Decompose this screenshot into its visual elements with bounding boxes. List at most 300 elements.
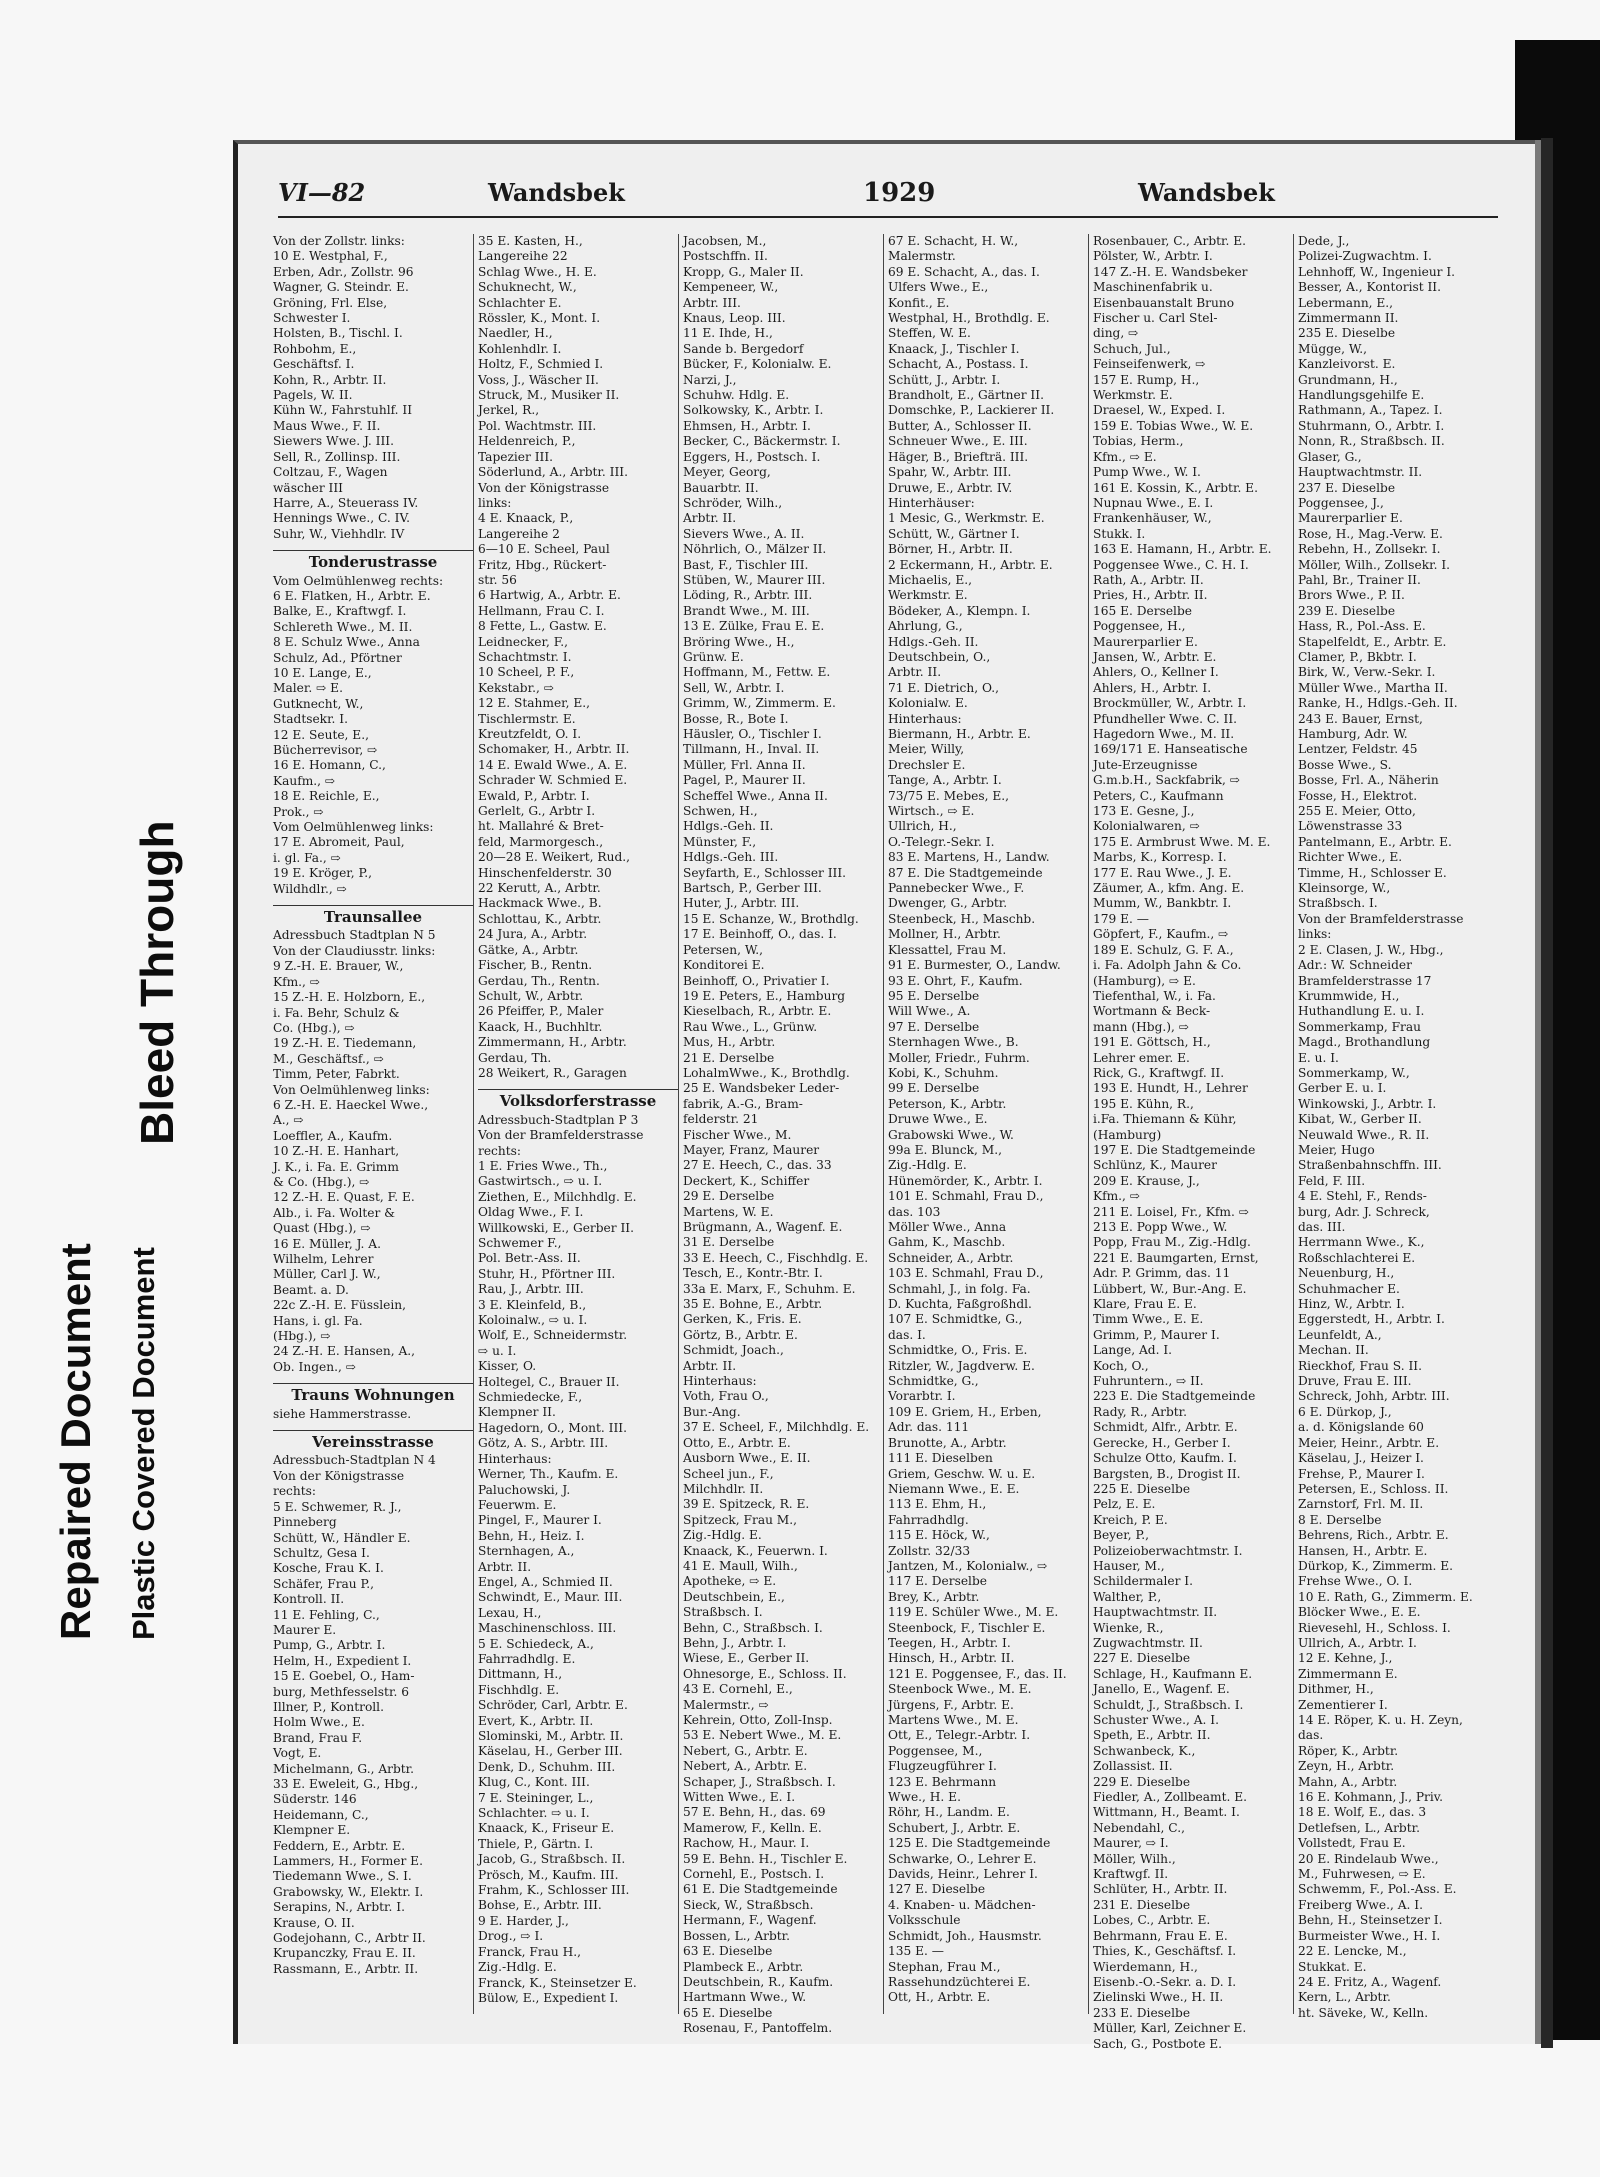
directory-entry: 99a E. Blunck, M., [888,1142,1003,1157]
directory-entry: 14 E. Ewald Wwe., A. E. [478,757,628,772]
directory-entry: Ahlers, O., Kellner I. [1093,665,1219,680]
directory-entry: burg, Adr. J. Schreck, [1298,1204,1430,1219]
directory-entry: Domschke, P., Lackierer II. [888,403,1055,418]
directory-entry: Bücker, F., Kolonialw. E. [683,357,832,372]
directory-entry: Coltzau, F., Wagen [273,465,388,480]
directory-entry: Denk, D., Schuhm. III. [478,1759,616,1774]
directory-entry: Röper, K., Arbtr. [1298,1743,1399,1758]
directory-entry: 125 E. Die Stadtgemeinde [888,1836,1051,1851]
directory-entry: Tillmann, H., Inval. II. [683,742,820,757]
directory-entry: Hinterhaus: [683,1374,757,1389]
directory-entry: Poggensee, H., [1093,619,1186,634]
directory-entry: Brors Wwe., P. II. [1298,588,1405,603]
column-4 [888,234,1089,2014]
directory-entry: Zollassist. II. [1093,1759,1173,1774]
directory-entry: 6 E. Dürkop, J., [1298,1404,1392,1419]
directory-entry: (Hamburg), ⇨ E. [1093,973,1196,988]
directory-entry: 123 E. Behrmann [888,1774,997,1789]
directory-entry: Plambeck E., Arbtr. [683,1959,804,1974]
directory-entry: Bödeker, A., Klempn. I. [888,603,1031,618]
directory-entry: Kobi, K., Schuhm. [888,1065,999,1080]
directory-entry: 243 E. Bauer, Ernst, [1298,711,1423,726]
directory-entry: Schäfer, Frau P., [273,1576,374,1591]
directory-entry: Serapins, N., Arbtr. I. [273,1900,405,1915]
directory-entry: Schwester I. [273,311,351,326]
directory-entry: Rau, J., Arbtr. III. [478,1282,584,1297]
directory-entry: Ott, H., Arbtr. E. [888,1990,991,2005]
directory-entry: Schlachter. ⇨ u. I. [478,1806,590,1821]
directory-entry: i. Fa. Adolph Jahn & Co. [1093,958,1242,973]
directory-entry: Leunfeldt, A., [1298,1327,1382,1342]
directory-entry: Schildermaler I. [1093,1574,1193,1589]
directory-entry: Martens Wwe., M. E. [888,1713,1019,1727]
directory-entry: Seyfarth, E., Schlosser III. [683,865,847,880]
directory-entry: LohalmWwe., K., Brothdlg. [683,1065,850,1080]
directory-entry: Steenbock, F., Tischler E. [888,1620,1046,1635]
directory-entry: Zementierer I. [1298,1697,1388,1712]
directory-entry: Ullrich, A., Arbtr. I. [1298,1635,1417,1650]
directory-entry: 25 E. Wandsbeker Leder- [683,1081,840,1096]
directory-entry: Bargsten, B., Drogist II. [1093,1466,1241,1481]
directory-entry: Scheel jun., F., [683,1466,774,1481]
directory-entry: Jantzen, M., Kolonialw., ⇨ [888,1558,1048,1573]
directory-entry: Biermann, H., Arbtr. E. [888,727,1031,741]
directory-entry: Eisenb.-O.-Sekr. a. D. I. [1093,1974,1237,1989]
directory-entry: Balke, E., Kraftwgf. I. [273,604,407,619]
directory-entry: Neuwald Wwe., R. II. [1298,1127,1430,1142]
directory-entry: 3 E. Kleinfeld, B., [478,1297,587,1312]
directory-entry: 10 E. Lange, E., [273,665,372,680]
directory-entry: 65 E. Dieselbe [683,2005,773,2020]
directory-entry: 213 E. Popp Wwe., W. [1093,1220,1228,1234]
directory-entry: Sande b. Bergedorf [683,341,804,356]
directory-entry: Sternhagen Wwe., B. [888,1035,1019,1050]
directory-entry: Klessattel, Frau M. [888,942,1007,957]
directory-entry: Maler. ⇨ E. [273,681,343,696]
directory-entry: Maurerparlier E. [1298,511,1403,526]
column-5 [1093,234,1294,2051]
directory-entry: Fritz, Hbg., Rückert- [478,557,607,572]
directory-entry: Frahm, K., Schlosser III. [478,1883,630,1898]
directory-entry: i. gl. Fa., ⇨ [273,850,341,865]
directory-entry: 22 Kerutt, A., Arbtr. [478,881,601,896]
directory-entry: 5 E. Schwemer, R. J., [273,1499,402,1514]
directory-entry: Nupnau Wwe., E. I. [1093,495,1214,510]
directory-entry: Zimmermann E. [1298,1666,1398,1681]
directory-entry: Rachow, H., Maur. I. [683,1836,810,1851]
directory-entry: Arbtr. II. [683,511,737,526]
directory-entry: 4 E. Knaack, P., [478,511,574,526]
directory-entry: 169/171 E. Hanseatische [1093,742,1248,757]
directory-entry: 233 E. Dieselbe [1093,2005,1191,2020]
directory-entry: 10 Scheel, P. F., [478,665,575,680]
directory-entry: Marbs, K., Korresp. I. [1093,850,1227,865]
directory-entry: Lexau, H., [478,1605,542,1620]
directory-entry: Vogt, E. [273,1746,322,1761]
directory-entry: Gahm, K., Maschb. [888,1235,1006,1250]
directory-entry: Kaufm., ⇨ [273,773,336,788]
directory-entry: Becker, C., Bäckermstr. I. [683,434,841,449]
directory-entry: Pelz, E. E. [1093,1497,1156,1512]
directory-entry: 18 E. Reichle, E., [273,789,380,804]
directory-entry: Schuknecht, W., [478,280,577,295]
directory-entry: Eisenbauanstalt Bruno [1093,295,1235,310]
directory-entry: Vollstedt, Frau E. [1298,1836,1406,1851]
directory-entry: A., ⇨ [273,1113,304,1128]
directory-entry: Pfundheller Wwe. C. II. [1093,711,1238,726]
directory-entry: Brandt Wwe., M. III. [683,603,810,618]
directory-entry: Hauptwachtmstr. II. [1298,465,1423,480]
directory-entry: Tange, A., Arbtr. I. [888,773,1002,788]
directory-entry: Zielinski Wwe., H. II. [1093,1990,1224,2005]
directory-entry: links: [1298,927,1332,942]
directory-entry: Schreck, Johh, Arbtr. III. [1298,1389,1450,1404]
directory-entry: Jansen, W., Arbtr. E. [1093,649,1217,664]
directory-entry: Pinneberg [273,1515,337,1530]
directory-entry: 1 E. Fries Wwe., Th., [478,1158,608,1173]
directory-entry: Birk, W., Verw.-Sekr. I. [1298,665,1436,680]
directory-entry: rechts: [273,1484,316,1499]
directory-entry: Schomaker, H., Arbtr. II. [478,742,630,757]
directory-entry: Fischer u. Carl Stel- [1093,311,1218,326]
column-2 [478,234,679,2014]
directory-entry: 115 E. Höck, W., [888,1528,990,1543]
directory-entry: Rebehn, H., Zollsekr. I. [1298,542,1441,557]
directory-entry: 67 E. Schacht, H. W., [888,234,1019,248]
directory-entry: a. d. Königslande 60 [1298,1420,1424,1435]
column-1 [273,234,474,2014]
directory-entry: Gerdau, Th. [478,1050,552,1065]
directory-entry: 87 E. Die Stadtgemeinde [888,865,1043,880]
directory-entry: Behn, H., Steinsetzer I. [1298,1913,1443,1928]
directory-entry: burg, Methfesselstr. 6 [273,1684,409,1699]
directory-entry: Deckert, K., Schiffer [683,1173,810,1188]
directory-entry: Postschffn. II. [683,249,768,264]
directory-entry: Stuhr, H., Pförtner III. [478,1266,616,1281]
directory-entry: Mayer, Franz, Maurer [683,1142,820,1157]
directory-entry: Glaser, G., [1298,449,1362,464]
directory-entry: Fosse, H., Elektrot. [1298,788,1418,803]
directory-entry: das. [1298,1728,1324,1743]
directory-entry: Von Oelmühlenweg links: [273,1082,430,1097]
directory-entry: 237 E. Dieselbe [1298,480,1396,495]
directory-entry: 195 E. Kühn, R., [1093,1096,1194,1111]
directory-entry: Kosche, Frau K. I. [273,1561,384,1576]
directory-entry: Thiele, P., Gärtn. I. [478,1836,594,1851]
directory-entry: Lange, Ad. I. [1093,1343,1173,1358]
directory-entry: 20—28 E. Weikert, Rud., [478,850,631,865]
directory-entry: Feddern, E., Arbtr. E. [273,1838,406,1853]
directory-entry: Sell, W., Arbtr. I. [683,680,785,695]
directory-entry: Moller, Friedr., Fuhrm. [888,1050,1030,1065]
directory-entry: Flugzeugführer I. [888,1759,997,1774]
directory-entry: Deutschbein, R., Kaufm. [683,1974,834,1989]
directory-entry: Lammers, H., Former E. [273,1854,423,1869]
directory-entry: Rathmann, A., Tapez. I. [1298,403,1443,418]
directory-entry: 223 E. Die Stadtgemeinde [1093,1389,1256,1404]
directory-entry: Wildhdlr., ⇨ [273,881,347,896]
directory-entry: Pannebecker Wwe., F. [888,881,1025,896]
directory-entry: Zarnstorf, Frl. M. II. [1298,1497,1424,1512]
directory-entry: Prösch, M., Kaufm. III. [478,1867,619,1882]
directory-entry: Langereihe 2 [478,526,560,541]
directory-entry: 11 E. Fehling, C., [273,1607,380,1622]
directory-entry: 127 E. Dieselbe [888,1882,986,1897]
directory-entry: Evert, K., Arbtr. II. [478,1713,594,1728]
directory-entry: Schuldt, J., Straßbsch. I. [1093,1697,1244,1712]
directory-entry: 159 E. Tobias Wwe., W. E. [1093,418,1254,433]
directory-entry: Schaper, J., Straßbsch. I. [683,1774,836,1789]
directory-entry: Schuster Wwe., A. I. [1093,1713,1219,1727]
directory-entry: & Co. (Hbg.), ⇨ [273,1174,370,1189]
directory-entry: Krause, O. II. [273,1915,355,1930]
directory-entry: Löding, R., Arbtr. III. [683,588,813,603]
directory-entry: Milchhdlr. II. [683,1481,764,1496]
directory-entry: Hdlgs.-Geh. II. [683,819,774,834]
directory-entry: Druve, Frau E. III. [1298,1374,1412,1389]
directory-entry: Käselau, J., Heizer I. [1298,1451,1424,1466]
directory-entry: 179 E. — [1093,911,1149,926]
directory-entry: Sievers Wwe., A. II. [683,526,805,541]
directory-entry: Lehnhoff, W., Ingenieur I. [1298,264,1456,279]
directory-entry: das. I. [888,1327,926,1342]
directory-entry: Leidnecker, F., [478,634,569,649]
directory-entry: Erben, Adr., Zollstr. 96 [273,264,414,279]
directory-entry: Petersen, W., [683,942,764,957]
directory-entry: Bosse Wwe., S. [1298,757,1392,772]
directory-entry: Rady, R., Arbtr. [1093,1404,1188,1419]
directory-entry: Hellmann, Frau C. I. [478,603,605,618]
directory-entry: Bast, F., Tischler III. [683,557,809,572]
directory-entry: Spitzeck, Frau M., [683,1512,798,1527]
directory-entry: Bramfelderstrasse 17 [1298,973,1432,988]
directory-entry: Brandholt, E., Gärtner II. [888,388,1044,403]
directory-entry: Rassehundzüchterei E. [888,1974,1031,1989]
directory-entry: Schmidtke, O., Fris. E. [888,1343,1028,1358]
directory-entry: Geschäftsf. I. [273,357,355,372]
directory-entry: Magd., Brothandlung [1298,1035,1431,1050]
directory-entry: 39 E. Spitzeck, R. E. [683,1497,810,1512]
directory-entry: Schröder, Wilh., [683,495,783,510]
directory-entry: Wiese, E., Gerber II. [683,1651,810,1666]
directory-entry: 71 E. Dietrich, O., [888,680,999,695]
directory-entry: 113 E. Ehm, H., [888,1497,987,1512]
directory-entry: Schulz, Ad., Pförtner [273,650,402,665]
directory-entry: Grimm, P., Maurer I. [1093,1327,1220,1342]
directory-entry: feld, Marmorgesch., [478,834,604,849]
directory-entry: Clamer, P., Bkbtr. I. [1298,649,1417,664]
directory-entry: Illner, P., Kontroll. [273,1699,384,1714]
directory-entry: Maschinenfabrik u. [1093,280,1213,295]
directory-entry: Klempner II. [478,1405,556,1420]
directory-entry: Kempeneer, W., [683,280,779,295]
directory-entry: Wittmann, H., Beamt. I. [1093,1805,1240,1820]
directory-entry: Spahr, W., Arbtr. III. [888,465,1012,480]
directory-entry: Harre, A., Steuerass IV. [273,495,419,510]
directory-entry: Fischhdlg. E. [478,1682,560,1697]
directory-entry: Schlünz, K., Maurer [1093,1158,1217,1173]
directory-entry: Kieselbach, R., Arbtr. E. [683,1004,832,1019]
directory-entry: Sach, G., Postbote E. [1093,2036,1223,2051]
directory-entry: Rassmann, E., Arbtr. II. [273,1961,419,1976]
directory-entry: Schmidt, Joh., Hausmstr. [888,1928,1042,1943]
directory-entry: 239 E. Dieselbe [1298,603,1396,618]
directory-entry: Blöcker Wwe., E. E. [1298,1605,1421,1620]
directory-entry: 35 E. Kasten, H., [478,234,583,248]
directory-entry: Krummwide, H., [1298,988,1400,1003]
directory-entry: 26 Pfeiffer, P., Maler [478,1004,604,1019]
directory-entry: Voss, J., Wäscher II. [478,372,599,387]
directory-entry: Adr. P. Grimm, das. 11 [1093,1266,1231,1281]
directory-entry: Dittmann, H., [478,1667,563,1682]
directory-entry: Herrmann Wwe., K., [1298,1235,1425,1250]
directory-entry: Kreich, P. E. [1093,1512,1168,1527]
directory-entry: Kfm., ⇨ E. [1093,449,1157,464]
directory-entry: Zimmermann, H., Arbtr. [478,1035,627,1050]
directory-entry: Sell, R., Zollinsp. III. [273,449,401,464]
directory-entry: Rohbohm, E., [273,341,357,356]
directory-entry: Jürgens, F., Arbtr. E. [888,1697,1014,1712]
directory-entry: Volksschule [888,1913,961,1928]
directory-entry: Ehmsen, H., Arbtr. I. [683,418,811,433]
directory-entry: Schmidt, Alfr., Arbtr. E. [1093,1420,1238,1435]
directory-entry: Meier, Willy, [888,742,965,757]
directory-entry: Zollstr. 32/33 [888,1543,971,1558]
directory-entry: Von der Claudiusstr. links: [273,943,436,958]
directory-entry: Thies, K., Geschäftsf. I. [1093,1944,1237,1959]
directory-entry: 9 Z.-H. E. Brauer, W., [273,959,404,974]
directory-entry: 53 E. Nebert Wwe., M. E. [683,1728,842,1743]
directory-entry: Wwe., H. E. [888,1790,961,1805]
directory-entry: Hansen, H., Arbtr. E. [1298,1543,1428,1558]
directory-entry: E. u. I. [1298,1050,1339,1065]
directory-entry: links: [478,495,512,510]
directory-entry: Schultz, Gesa I. [273,1545,370,1560]
directory-entry: Kraftwgf. II. [1093,1867,1169,1882]
directory-entry: Rössler, K., Mont. I. [478,311,601,326]
directory-entry: 12 E. Stahmer, E., [478,696,591,711]
directory-entry: Fischer, B., Rentn. [478,958,593,973]
city-title-left: Wandsbek [488,178,625,207]
directory-entry: Jacobsen, M., [683,234,767,248]
directory-entry: 59 E. Behn. H., Tischler E. [683,1851,848,1866]
directory-entry: Franck, Frau H., [478,1944,582,1959]
directory-entry: 27 E. Heech, C., das. 33 [683,1158,832,1173]
directory-entry: Fischer Wwe., M. [683,1127,792,1142]
directory-entry: 10 Z.-H. E. Hanhart, [273,1144,400,1159]
directory-entry: Helm, H., Expedient I. [273,1653,412,1668]
directory-entry: Gerecke, H., Gerber I. [1093,1435,1231,1450]
directory-entry: Sommerkamp, W., [1298,1065,1410,1080]
directory-entry: rechts: [478,1143,521,1158]
directory-entry: Ewald, P., Arbtr. I. [478,788,590,803]
directory-entry: Nöhrlich, O., Mälzer II. [683,542,827,557]
directory-entry: 33 E. Heech, C., Fischhdlg. E. [683,1250,869,1265]
directory-entry: 163 E. Hamann, H., Arbtr. E. [1093,542,1272,557]
directory-entry: Jacob, G., Straßbsch. II. [478,1852,626,1867]
header-rule [278,216,1498,218]
directory-entry: wäscher III [273,480,343,495]
directory-entry: Schubert, J., Arbtr. E. [888,1820,1021,1835]
directory-entry: Deutschbein, O., [888,649,991,664]
directory-entry: Hagedorn Wwe., M. II. [1093,727,1235,741]
directory-entry: 111 E. Dieselben [888,1451,993,1466]
directory-entry: Timm Wwe., E. E. [1093,1312,1204,1327]
directory-entry: Meier, Heinr., Arbtr. E. [1298,1435,1440,1450]
directory-entry: 63 E. Dieselbe [683,1944,773,1959]
street-heading: Volksdorferstrasse [478,1089,678,1109]
directory-entry: Rath, A., Arbtr. II. [1093,572,1204,587]
directory-entry: 101 E. Schmahl, Frau D., [888,1189,1044,1204]
directory-entry: 6 Z.-H. E. Haeckel Wwe., [273,1097,429,1112]
directory-entry: Maschinenschloss. III. [478,1621,617,1636]
directory-entry: Mügge, W., [1298,341,1368,356]
directory-entry: Straßenbahnschffn. III. [1298,1158,1442,1173]
directory-entry: Polizei-Zugwachtm. I. [1298,249,1432,264]
directory-entry: Apotheke, ⇨ E. [683,1574,777,1589]
directory-entry: Schütt, J., Arbtr. I. [888,372,1001,387]
directory-entry: Mus, H., Arbtr. [683,1035,776,1050]
directory-entry: Knaack, K., Friseur E. [478,1821,615,1836]
directory-entry: Hinz, W., Arbtr. I. [1298,1297,1405,1312]
directory-entry: Behn, H., Heiz. I. [478,1528,585,1543]
directory-entry: 35 E. Bohne, E., Arbtr. [683,1297,823,1312]
directory-entry: Bücherrevisor, ⇨ [273,743,378,757]
directory-entry: Stuhrmann, O., Arbtr. I. [1298,418,1445,433]
directory-entry: Franck, K., Steinsetzer E. [478,1975,637,1990]
directory-entry: 28 Weikert, R., Garagen [478,1065,627,1080]
directory-entry: Rose, H., Mag.-Verw. E. [1298,526,1443,541]
directory-entry: 97 E. Derselbe [888,1019,980,1034]
directory-entry: Rosenbauer, C., Arbtr. E. [1093,234,1247,248]
directory-entry: Zeyn, H., Arbtr. [1298,1759,1395,1774]
directory-entry: Hünemörder, K., Arbtr. I. [888,1173,1043,1188]
directory-entry: Druwe Wwe., E. [888,1112,988,1127]
directory-entry: Schwarke, O., Lehrer E. [888,1851,1037,1866]
directory-entry: Pantelmann, E., Arbtr. E. [1298,834,1452,849]
directory-entry: 2 E. Clasen, J. W., Hbg., [1298,942,1444,957]
directory-entry: Ohnesorge, E., Schloss. II. [683,1666,847,1681]
directory-entry: Davids, Heinr., Lehrer I. [888,1867,1038,1882]
directory-entry: Niemann Wwe., E. E. [888,1481,1020,1496]
directory-entry: Werkmstr. E. [888,588,968,603]
directory-entry: Richter Wwe., E. [1298,850,1403,865]
directory-entry: 6 Hartwig, A., Arbtr. E. [478,588,621,603]
directory-entry: Krupanczky, Frau E. II. [273,1946,416,1961]
directory-entry: Nonn, R., Straßbsch. II. [1298,434,1445,449]
directory-entry: Hdlgs.-Geh. III. [683,850,779,865]
directory-entry: Bosse, R., Bote I. [683,711,789,726]
directory-entry: O.-Telegr.-Sekr. I. [888,834,995,849]
directory-entry: Konditorei E. [683,958,765,973]
directory-entry: 24 Z.-H. E. Hansen, A., [273,1344,416,1359]
directory-entry: Pump Wwe., W. I. [1093,465,1201,480]
directory-entry: Rosenau, F., Pantoffelm. [683,2021,833,2036]
directory-entry: Schlage, H., Kaufmann E. [1093,1666,1253,1681]
directory-entry: Drechsler E. [888,757,966,772]
directory-entry: Schwemer F., [478,1236,562,1250]
directory-entry: Winkowski, J., Arbtr. I. [1298,1096,1437,1111]
directory-entry: Peters, C., Kaufmann [1093,788,1224,803]
directory-entry: Maus Wwe., F. II. [273,418,381,433]
directory-entry: Kleinsorge, W., [1298,881,1391,896]
directory-entry: Ritzler, W., Jagdverw. E. [888,1358,1035,1373]
directory-entry: Cornehl, E., Postsch. I. [683,1867,825,1882]
directory-entry: Lebermann, E., [1298,295,1394,310]
directory-entry: Hass, R., Pol.-Ass. E. [1298,619,1426,634]
directory-entry: Brand, Frau F. [273,1730,363,1745]
directory-entry: 10 E. Rath, G., Zimmerm. E. [1298,1589,1473,1604]
